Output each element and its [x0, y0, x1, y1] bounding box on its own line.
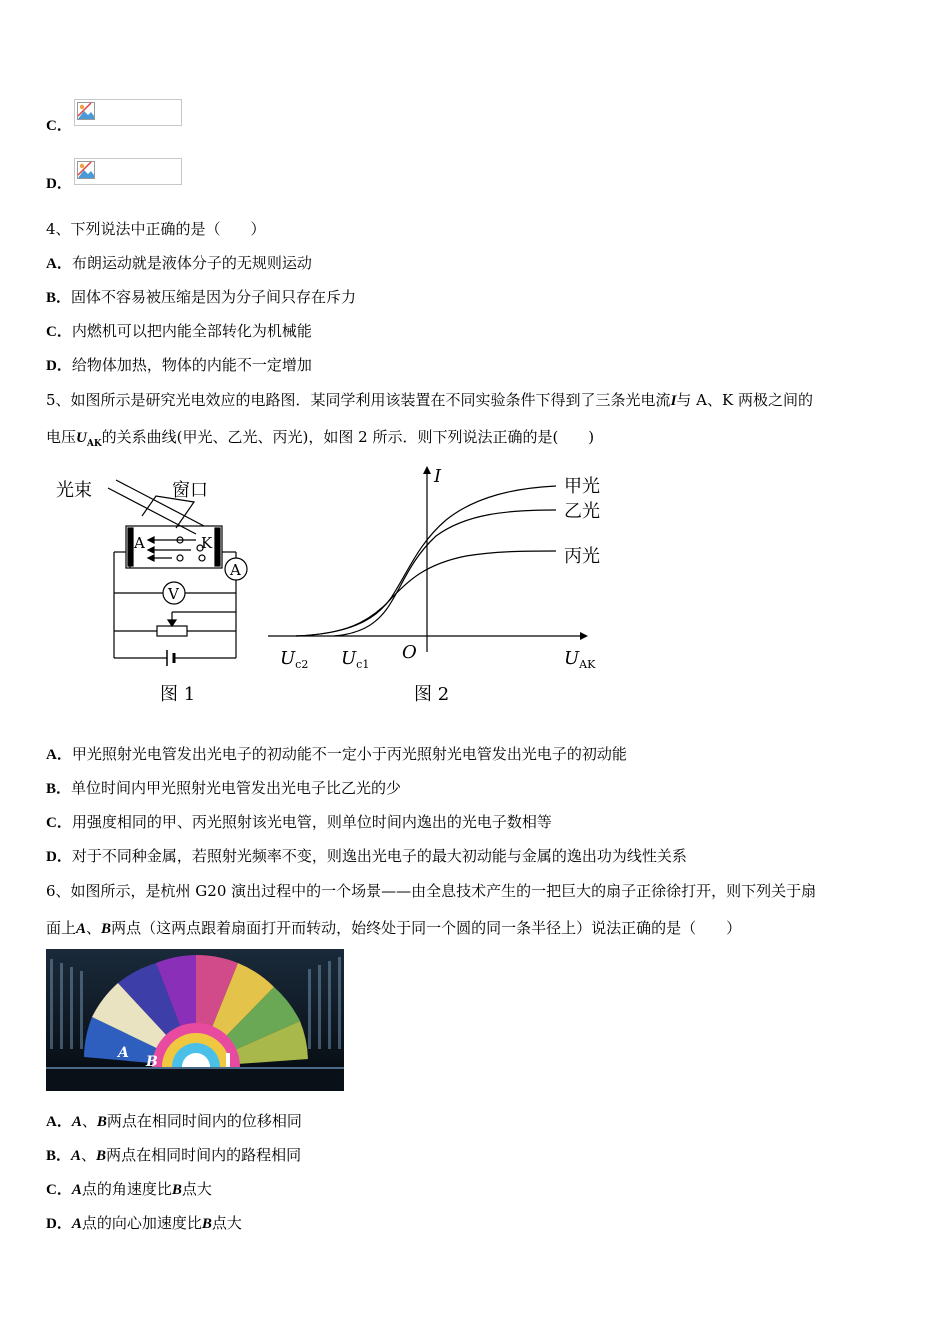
q3-option-d-image [74, 158, 182, 185]
q5-option-b: B．单位时间内甲光照射光电管发出光电子比乙光的少 [46, 779, 402, 797]
option-label: D． [46, 176, 72, 192]
q5-stem-line2: 电压$U_{AK}$的关系曲线(甲光、乙光、丙光)，如图 2 所示．则下列说法正确的是( ) [46, 428, 595, 449]
figure-2-caption: 图 2 [414, 684, 450, 705]
photo-point-a-label: A [118, 1045, 129, 1061]
beam-label: 光束 [56, 480, 92, 501]
q5-option-a: A．甲光照射光电管发出光电子的初动能不一定小于丙光照射光电管发出光电子的初动能 [46, 745, 627, 763]
y-axis-label: I [434, 466, 442, 487]
q4-option-c: C．内燃机可以把内能全部转化为机械能 [46, 322, 312, 340]
curve-yi [334, 510, 556, 636]
curve-jia [296, 486, 556, 636]
cathode-label: K [201, 534, 213, 552]
figure-2-labels [280, 466, 600, 705]
broken-image-icon [77, 161, 95, 179]
uc2-label: $U_{c2}$ [280, 648, 309, 671]
bing-label: 丙光 [564, 546, 600, 567]
figure-1-caption: 图 1 [160, 684, 196, 705]
broken-image-icon [77, 102, 95, 120]
origin-label: O [402, 642, 417, 663]
x-axis-label: $U_{AK}$ [564, 648, 596, 671]
q3-option-d [46, 173, 72, 194]
q6-fan-photo [46, 949, 344, 1091]
photo-point-b-label: B [146, 1054, 158, 1070]
yi-label: 乙光 [564, 501, 600, 522]
ammeter-label: A [230, 561, 241, 579]
voltmeter-label: V [168, 585, 179, 603]
option-label: C． [46, 118, 72, 134]
jia-label: 甲光 [564, 476, 600, 497]
q6-stem-line2: 面上A、B两点（这两点跟着扇面打开而转动，始终处于同一个圆的同一条半径上）说法正确的是（ ） [46, 919, 742, 937]
rheostat-icon [157, 626, 187, 636]
q3-option-c [46, 115, 72, 136]
q5-option-d: D．对于不同种金属，若照射光频率不变，则逸出光电子的最大初动能与金属的逸出功为线性关系 [46, 847, 687, 865]
curve-bing [296, 551, 556, 636]
uc1-label: $U_{c1}$ [341, 648, 370, 671]
q4-stem: 4、下列说法中正确的是（ ） [46, 220, 266, 238]
q4-option-d: D．给物体加热，物体的内能不一定增加 [46, 356, 312, 374]
q6-option-a: A．A、B两点在相同时间内的位移相同 [46, 1112, 302, 1130]
q4-option-a: A．布朗运动就是液体分子的无规则运动 [46, 254, 312, 272]
q6-option-b: B．A、B两点在相同时间内的路程相同 [46, 1146, 302, 1164]
q5-figures [46, 462, 626, 712]
figure-1-circuit [108, 480, 247, 666]
q5-option-c: C．用强度相同的甲、丙光照射该光电管，则单位时间内逸出的光电子数相等 [46, 813, 552, 831]
q4-option-b: B．固体不容易被压缩是因为分子间只存在斥力 [46, 288, 357, 306]
q6-option-d: D．A点的向心加速度比B点大 [46, 1214, 242, 1232]
cathode-plate [215, 528, 220, 566]
anode-label: A [134, 534, 145, 552]
q5-stem-line1: 5、如图所示是研究光电效应的电路图．某同学利用该装置在不同实验条件下得到了三条光电流I与 A、K 两极之间的 [46, 391, 813, 409]
window-label: 窗口 [172, 480, 208, 501]
figure-2-graph [268, 466, 588, 652]
q6-option-c: C．A点的角速度比B点大 [46, 1180, 212, 1198]
q3-option-c-image [74, 99, 182, 126]
q6-stem-line1: 6、如图所示，是杭州 G20 演出过程中的一个场景——由全息技术产生的一把巨大的扇子正徐徐打开，则下列关于扇 [46, 882, 817, 900]
